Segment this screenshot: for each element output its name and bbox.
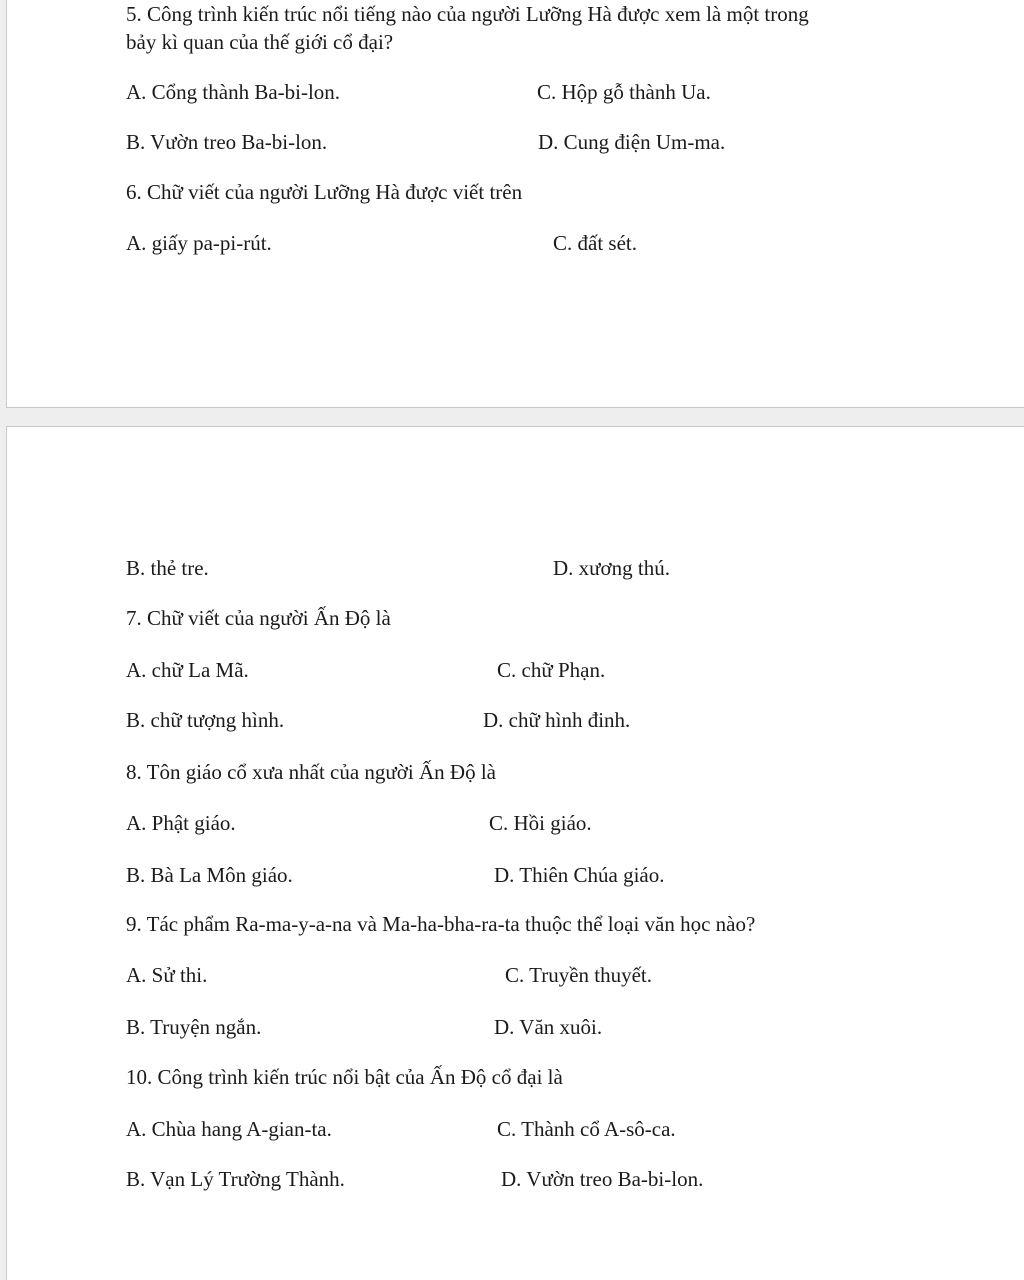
q6-option-a: A. giấy pa-pi-rút. xyxy=(126,231,272,255)
question-9: 9. Tác phẩm Ra-ma-y-a-na và Ma-ha-bha-ra-ta thuộc thể loại văn học nào? xyxy=(126,912,756,936)
q10-option-b: B. Vạn Lý Trường Thành. xyxy=(126,1167,345,1191)
q5-option-a: A. Cổng thành Ba-bi-lon. xyxy=(126,80,341,104)
q10-option-c: C. Thành cổ A-sô-ca. xyxy=(497,1117,676,1141)
q9-option-d: D. Văn xuôi. xyxy=(494,1015,603,1039)
document-page-2 xyxy=(6,426,1024,1280)
question-10: 10. Công trình kiến trúc nổi bật của Ấn Độ cổ đại là xyxy=(126,1065,563,1089)
q5-option-b: B. Vườn treo Ba-bi-lon. xyxy=(126,130,328,154)
question-5-line-2: bảy kì quan của thế giới cổ đại? xyxy=(126,30,394,54)
question-8: 8. Tôn giáo cổ xưa nhất của người Ấn Độ là xyxy=(126,760,496,784)
q9-option-b: B. Truyện ngắn. xyxy=(126,1015,262,1039)
q7-option-a: A. chữ La Mã. xyxy=(126,658,249,682)
q9-option-c: C. Truyền thuyết. xyxy=(505,963,653,987)
q8-option-a: A. Phật giáo. xyxy=(126,811,236,835)
q5-option-c: C. Hộp gỗ thành Ua. xyxy=(537,80,711,104)
q10-option-a: A. Chùa hang A-gian-ta. xyxy=(126,1117,332,1141)
q8-option-d: D. Thiên Chúa giáo. xyxy=(494,863,665,887)
q8-option-b: B. Bà La Môn giáo. xyxy=(126,863,293,887)
q6-option-d: D. xương thú. xyxy=(553,556,670,580)
q8-option-c: C. Hồi giáo. xyxy=(489,811,592,835)
q5-option-d: D. Cung điện Um-ma. xyxy=(538,130,726,154)
document-page-1 xyxy=(6,0,1024,408)
q7-option-d: D. chữ hình đinh. xyxy=(483,708,631,732)
question-7: 7. Chữ viết của người Ấn Độ là xyxy=(126,606,391,630)
question-5-line-1: 5. Công trình kiến trúc nổi tiếng nào của người Lưỡng Hà được xem là một trong xyxy=(126,2,809,26)
q10-option-d: D. Vườn treo Ba-bi-lon. xyxy=(501,1167,704,1191)
q6-option-c: C. đất sét. xyxy=(553,231,637,255)
q9-option-a: A. Sử thi. xyxy=(126,963,208,987)
q6-option-b: B. thẻ tre. xyxy=(126,556,209,580)
question-6: 6. Chữ viết của người Lưỡng Hà được viết trên xyxy=(126,180,523,204)
q7-option-b: B. chữ tượng hình. xyxy=(126,708,285,732)
q7-option-c: C. chữ Phạn. xyxy=(497,658,606,682)
